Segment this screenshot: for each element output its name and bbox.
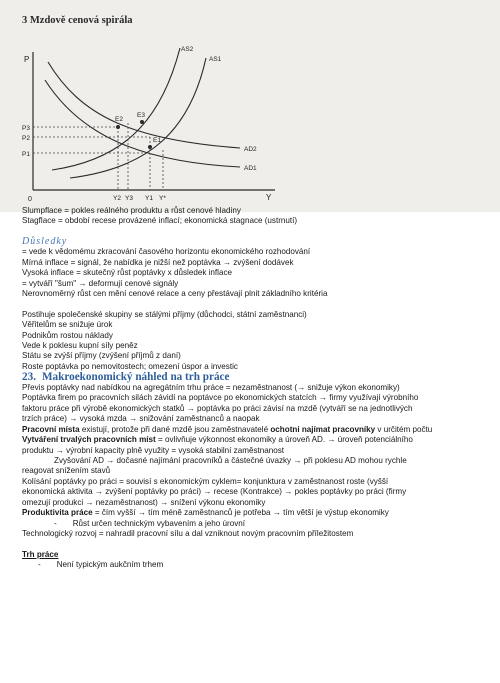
text-line: Věřitelům se snižuje úrok <box>22 320 113 330</box>
text-line: Poptávka firem po pracovních silách závidí na poptávce po ekonomických statcích → firmy využívají výrobního <box>22 393 419 403</box>
dashed-guides <box>33 123 163 190</box>
text-span: existují, protože při dané mzdě jsou zaměstnavatelé <box>79 424 271 434</box>
y-axis-label: P <box>24 55 30 64</box>
text-span: v určitém počtu <box>375 424 433 434</box>
e1-label: E1 <box>153 137 161 144</box>
ad2-curve <box>48 62 240 148</box>
text-line: Státu se zvýší příjmy (zvýšení příjmů z daní) <box>22 351 181 361</box>
bullet-text: Růst určen technickým vybavením a jeho úrovní <box>72 518 245 528</box>
text-span: = čím vyšší → tím méně zaměstnanců je potřeba → tím větší je výstup ekonomiky <box>92 508 389 518</box>
text-line <box>22 508 490 518</box>
wage-price-spiral-diagram <box>0 0 500 212</box>
text-line: reagovat snížením stavů <box>22 466 111 476</box>
ad2-label: AD2 <box>244 146 257 153</box>
text-line: Vede k poklesu kupní síly peněz <box>22 340 138 350</box>
text-line: = vytváří "šum" → deformují cenové signály <box>22 278 179 288</box>
as1-label: AS1 <box>209 56 222 63</box>
price-tick-p2: P2 <box>22 135 30 142</box>
x-axis-label: Y <box>266 193 272 202</box>
text-line: Podnikům rostou náklady <box>22 330 113 340</box>
text-span: = ovlivňuje výkonnost ekonomiky a úroveň AD. → úroveň potenciálního <box>155 435 413 445</box>
e2-label: E2 <box>115 116 123 123</box>
text-line: Kolísání poptávky po práci = souvisí s ekonomickým cyklem= konjunktura v zaměstnanost roste (vyšší <box>22 476 389 486</box>
textbook-figure-photo <box>0 0 500 212</box>
text-line <box>22 425 490 435</box>
section-heading-23 <box>22 372 490 382</box>
bold-term: Produktivita práce <box>22 508 93 518</box>
text-line: Slumpflace = pokles reálného produktu a růst cenové hladiny <box>22 206 241 215</box>
text-line: omezují produkci → nezaměstnanost) → snížení výkonu ekonomiky <box>22 497 266 507</box>
text-line: faktoru práce při výrobě ekonomických statků → poptávka po práci závisí na mzdě (vytváří se na jednotlivých <box>22 403 413 413</box>
bullet-dash: - <box>54 518 57 528</box>
as2-label: AS2 <box>181 46 194 53</box>
bullet-text: Není typickým aukčním trhem <box>56 560 164 570</box>
output-tick-ystar: Y* <box>159 195 166 202</box>
bold-term: ochotni najímat pracovníky <box>270 424 376 434</box>
text-line <box>22 435 490 445</box>
output-tick-y2: Y2 <box>113 195 121 202</box>
text-line: trzích práce) → vysoká mzda → snižování zaměstnanců a naopak <box>22 414 260 424</box>
text-line: Roste poptávka po nemovitostech; omezení úspor a investic <box>22 361 238 371</box>
bullet-line <box>22 519 490 529</box>
e3-point <box>140 120 144 124</box>
text-line: ekonomická aktivita → zvýšení poptávky po práci) → recese (Kontrakce) → pokles poptávky po práci (firmy <box>22 487 407 497</box>
text-line: Mírná inflace = signál, že nabídka je nižší než poptávka → zvýšení dodávek <box>22 257 294 267</box>
text-line: Převis poptávky nad nabídkou na agregátním trhu práce = nezaměstnanost (→ snižuje výkon ekonomiky) <box>22 382 400 392</box>
section-number: 23. <box>22 371 36 384</box>
text-line: produktu → výrobní kapacity plně využity = vysoká stabilní zaměstnanost <box>22 445 285 455</box>
section-heading-dusledky: Důsledky <box>22 235 68 247</box>
text-line: Technologický rozvoj = nahradil pracovní sílu a dal vzniknout novým pracovním příležitostem <box>22 529 354 539</box>
text-line: Zvyšování AD → dočasné najímání pracovníků a částečné úvazky → při poklesu AD mohou rychle <box>54 455 407 465</box>
bold-term: Pracovní místa <box>22 424 80 434</box>
e1-point <box>148 145 152 149</box>
bold-term: Vytváření trvalých pracovních míst <box>22 435 156 445</box>
text-line: = vede k vědomému zkracování časového horizontu ekonomického rozhodování <box>22 247 311 257</box>
text-line: Postihuje společenské skupiny se stálými příjmy (důchodci, státní zaměstnanci) <box>22 309 307 319</box>
figure-title: 3 Mzdově cenová spirála <box>22 15 133 26</box>
output-tick-y3: Y3 <box>125 195 133 202</box>
e3-label: E3 <box>137 112 145 119</box>
section-title: Makroekonomický náhled na trh práce <box>41 371 230 384</box>
text-line: Stagflace = období recese provázené inflací; ekonomická stagnace (ustrnutí) <box>22 216 298 226</box>
price-tick-p3: P3 <box>22 125 30 132</box>
bullet-line <box>22 560 490 570</box>
text-line: Nerovnoměrný růst cen mění cenové relace a ceny přestávají plnit základního kritéria <box>22 289 328 299</box>
e2-point <box>116 125 120 129</box>
section-heading-trh-prace: Trh práce <box>22 549 59 559</box>
origin-label: 0 <box>28 196 32 203</box>
text-line: Vysoká inflace = skutečný růst poptávky x důsledek inflace <box>22 268 233 278</box>
price-tick-p1: P1 <box>22 151 30 158</box>
bullet-dash: - <box>38 560 41 570</box>
ad1-label: AD1 <box>244 165 257 172</box>
output-tick-y1: Y1 <box>145 195 153 202</box>
document-body <box>22 206 490 571</box>
as2-curve <box>52 48 180 170</box>
